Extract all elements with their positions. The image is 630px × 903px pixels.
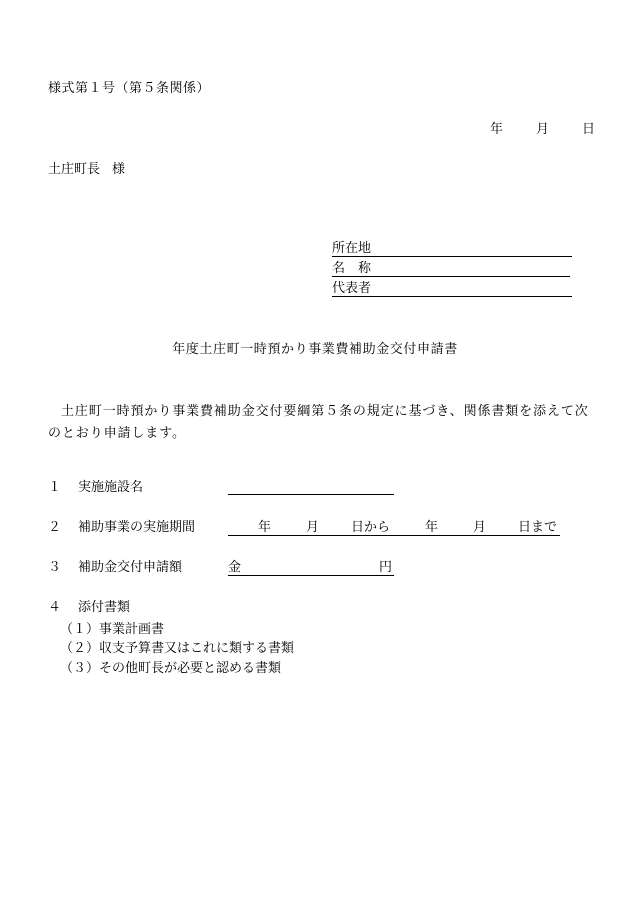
item-label: 実施施設名 [78,480,144,495]
item-label: 補助金交付申請額 [78,560,183,575]
applicant-name-line [332,276,570,277]
form-number: 様式第１号（第５条関係） [48,81,211,96]
item-facility-name [48,481,143,494]
applicant-representative-label: 代表者 [332,281,372,296]
period-start-year-label: 年 [258,520,272,535]
item-label: 補助事業の実施期間 [78,520,196,535]
applicant-representative-row [332,282,371,298]
document-title: 年度土庄町一時預かり事業費補助金交付申請書 [172,342,458,357]
addressee-name: 土庄町長 [48,162,101,177]
addressee-honorific: 様 [112,162,126,177]
application-amount-field [228,561,394,577]
applicant-name-label: 名称 [332,261,385,276]
facility-name-blank-line [228,494,394,495]
period-underline [228,535,560,536]
period-start-month-label: 月 [306,520,320,535]
attachment-item: （１）事業計画書 [60,622,165,637]
implementation-period-field [228,521,560,537]
item-number: ４ [48,600,62,615]
amount-underline [228,575,394,576]
item-application-amount [48,561,182,574]
attachment-item: （３）その他町長が必要と認める書類 [60,661,282,676]
item-number: １ [48,480,62,495]
item-number: ３ [48,560,62,575]
date-month-label: 月 [536,122,550,137]
applicant-address-line [332,256,572,257]
period-start-day-label: 日から [351,520,391,535]
period-end-month-label: 月 [473,520,487,535]
date-year-label: 年 [490,122,504,137]
applicant-representative-line [332,296,572,297]
attachment-item: （２）収支予算書又はこれに類する書類 [60,641,295,656]
item-attachments [48,601,130,614]
body-text: 土庄町一時預かり事業費補助金交付要綱第５条の規定に基づき、関係書類を添えて次のとおり申請します。 [48,404,589,441]
period-end-day-label: 日まで [518,520,558,535]
item-implementation-period [48,521,195,534]
item-label: 添付書類 [78,600,131,615]
applicant-address-label: 所在地 [332,241,372,256]
date-day-label: 日 [582,122,596,137]
item-number: ２ [48,520,62,535]
applicant-address-row [332,242,371,258]
applicant-name-row [332,262,384,278]
amount-unit: 円 [379,560,393,575]
amount-prefix: 金 [228,560,242,575]
addressee [48,163,125,176]
period-end-year-label: 年 [425,520,439,535]
